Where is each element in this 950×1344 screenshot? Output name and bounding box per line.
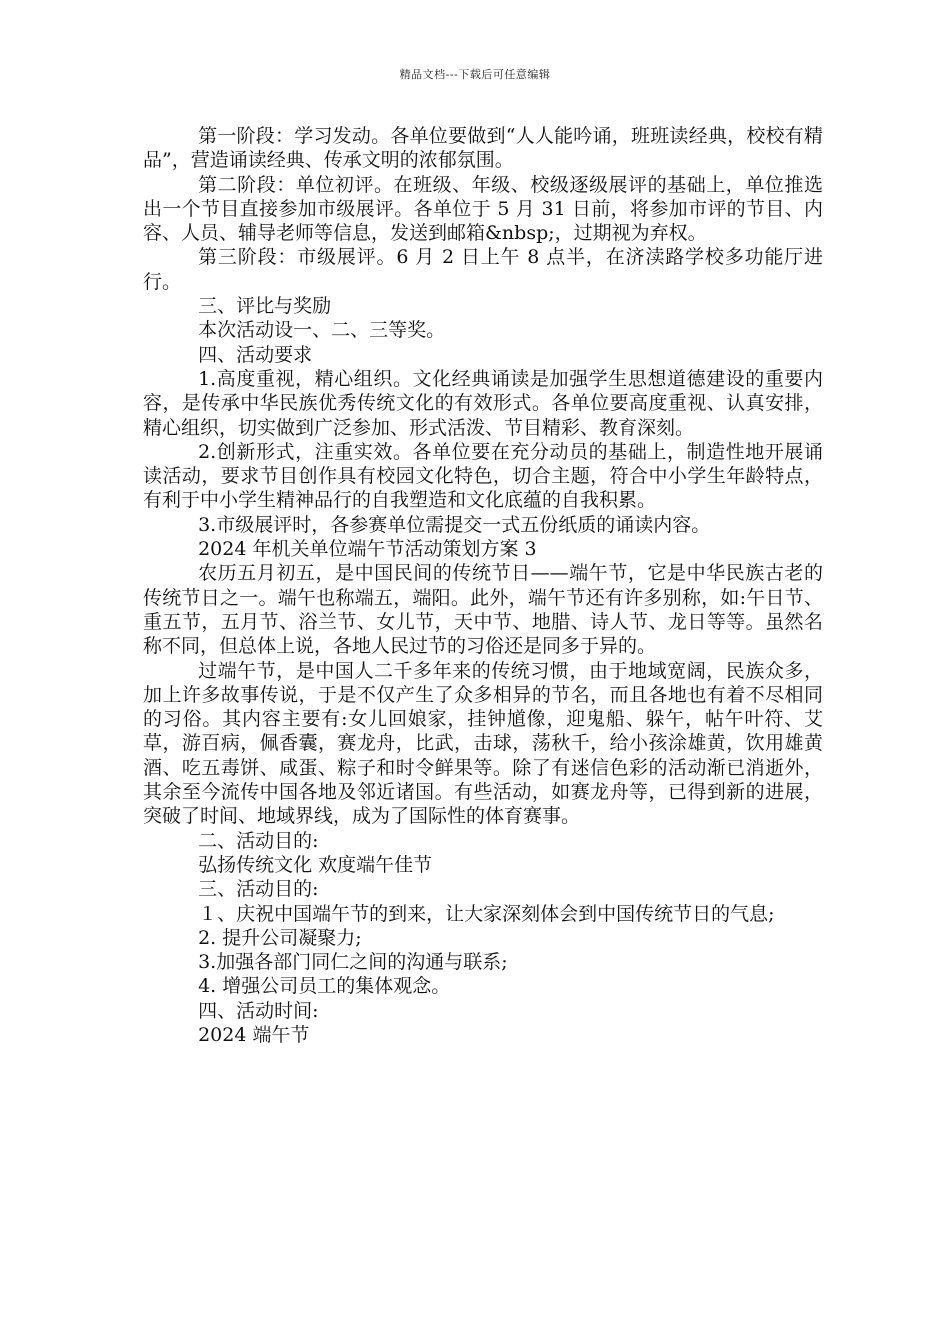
section-heading-requirements: 四、活动要求 (198, 343, 313, 366)
requirement-item-1: 1.高度重视，精心组织。文化经典诵读是加强学生思想道德建设的重要内容，是传承中华民族优秀传统文化的有效形式。各单位要高度重视、认真安排，精心组织，切实做到广泛参加、形式活泼、节目精彩、教育深刻。 (143, 367, 823, 439)
document-body (143, 124, 823, 1047)
purpose-item-1: １、庆祝中国端午节的到来，让大家深刻体会到中国传统节日的气息; (198, 902, 775, 925)
purpose-item-4: 4. 增强公司员工的集体观念。 (198, 975, 451, 998)
section-heading-purpose-2: 三、活动目的: (198, 878, 319, 901)
plan-title: 2024 年机关单位端午节活动策划方案 3 (198, 538, 537, 561)
page-header: 精品文档---下载后可任意编辑 (399, 68, 551, 81)
activity-time: 2024 端午节 (198, 1023, 310, 1046)
paragraph-stage-three: 第三阶段：市级展评。6 月 2 日上午 8 点半，在济渎路学校多功能厅进行。 (143, 246, 823, 293)
section-heading-purpose: 二、活动目的: (198, 829, 319, 852)
section-heading-awards: 三、评比与奖励 (198, 295, 332, 318)
paragraph-festival-intro: 农历五月初五，是中国民间的传统节日——端午节，它是中华民族古老的传统节日之一。端午也称端五，端阳。此外，端午节还有许多别称，如:午日节、重五节，五月节、浴兰节、女儿节，天中节、地腊、诗人节、龙日等等。虽然名称不同，但总体上说，各地人民过节的习俗还是同多于异的。 (143, 562, 823, 658)
requirement-item-3: 3.市级展评时，各参赛单位需提交一式五份纸质的诵读内容。 (198, 513, 711, 536)
paragraph-awards: 本次活动设一、二、三等奖。 (198, 319, 446, 342)
purpose-slogan: 弘扬传统文化 欢度端午佳节 (198, 853, 433, 876)
purpose-item-2: 2. 提升公司凝聚力; (198, 926, 362, 949)
purpose-item-3: 3.加强各部门同仁之间的沟通与联系; (198, 951, 508, 974)
paragraph-stage-two: 第二阶段：单位初评。在班级、年级、校级逐级展评的基础上，单位推选出一个节目直接参加市级展评。各单位于 5 月 31 日前，将参加市评的节目、内容、人员、辅导老师等信息，发送到邮箱&nbsp;，过期视为弃权。 (143, 173, 823, 245)
section-heading-time: 四、活动时间: (198, 999, 319, 1022)
requirement-item-2: 2.创新形式，注重实效。各单位要在充分动员的基础上，制造性地开展诵读活动，要求节目创作具有校园文化特色，切合主题，符合中小学生年龄特点，有利于中小学生精神品行的自我塑造和文化底蕴的自我积累。 (143, 440, 823, 512)
paragraph-festival-customs: 过端午节，是中国人二千多年来的传统习惯，由于地域宽阔，民族众多，加上许多故事传说，于是不仅产生了众多相异的节名，而且各地也有着不尽相同的习俗。其内容主要有:女儿回娘家，挂钟馗像，迎鬼船、躲午，帖午叶符、艾草，游百病，佩香囊，赛龙舟，比武，击球，荡秋千，给小孩涂雄黄，饮用雄黄酒、吃五毒饼、咸蛋、粽子和时令鲜果等。除了有迷信色彩的活动渐已消逝外，其余至今流传中国各地及邻近诸国。有些活动，如赛龙舟等，已得到新的进展，突破了时间、地域界线，成为了国际性的体育赛事。 (143, 659, 823, 828)
paragraph-stage-one: 第一阶段：学习发动。各单位要做到“人人能吟诵，班班读经典，校校有精品”，营造诵读经典、传承文明的浓郁氛围。 (143, 125, 823, 172)
